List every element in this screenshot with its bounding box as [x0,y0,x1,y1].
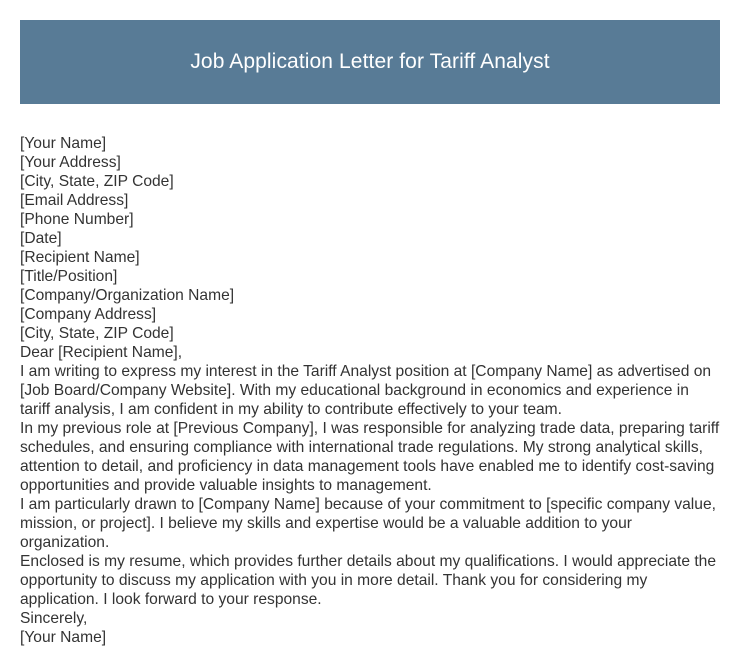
salutation: Dear [Recipient Name], [20,344,183,361]
sender-city-state-zip: [City, State, ZIP Code] [20,173,174,190]
page-title: Job Application Letter for Tariff Analyst [190,50,550,73]
paragraph-experience: In my previous role at [Previous Company], I was responsible for analyzing trade data, preparing tariff schedules, and ensuring compliance with international trade regulations. My strong analytical skills, attention to detail, and proficiency in data management tools have enabled me to identify cost-saving opportunities and provide valuable insights to management. [20,420,724,494]
recipient-address: [Company Address] [20,306,157,323]
paragraph-motivation: I am particularly drawn to [Company Name] because of your commitment to [specific company value, mission, or project]. I believe my skills and expertise would be a valuable addition to your organization. [20,496,721,551]
signature: [Your Name] [20,629,107,646]
recipient-company: [Company/Organization Name] [20,287,235,304]
recipient-title: [Title/Position] [20,268,118,285]
recipient-city-state-zip: [City, State, ZIP Code] [20,325,174,342]
paragraph-intro: I am writing to express my interest in the Tariff Analyst position at [Company Name] as advertised on [Job Board/Company Website]. With my educational background in economics and experience in tariff analysis, I am confident in my ability to contribute effectively to your team. [20,363,716,418]
header-banner [20,20,720,104]
sender-phone: [Phone Number] [20,211,134,228]
sender-name: [Your Name] [20,135,107,152]
sender-email: [Email Address] [20,192,129,209]
sender-address: [Your Address] [20,154,121,171]
letter-date: [Date] [20,230,62,247]
letter-body [20,134,724,647]
paragraph-closing: Enclosed is my resume, which provides further details about my qualifications. I would appreciate the opportunity to discuss my application with you in more detail. Thank you for considering my application. I look forward to your response. [20,553,721,608]
closing: Sincerely, [20,610,88,627]
recipient-name: [Recipient Name] [20,249,140,266]
